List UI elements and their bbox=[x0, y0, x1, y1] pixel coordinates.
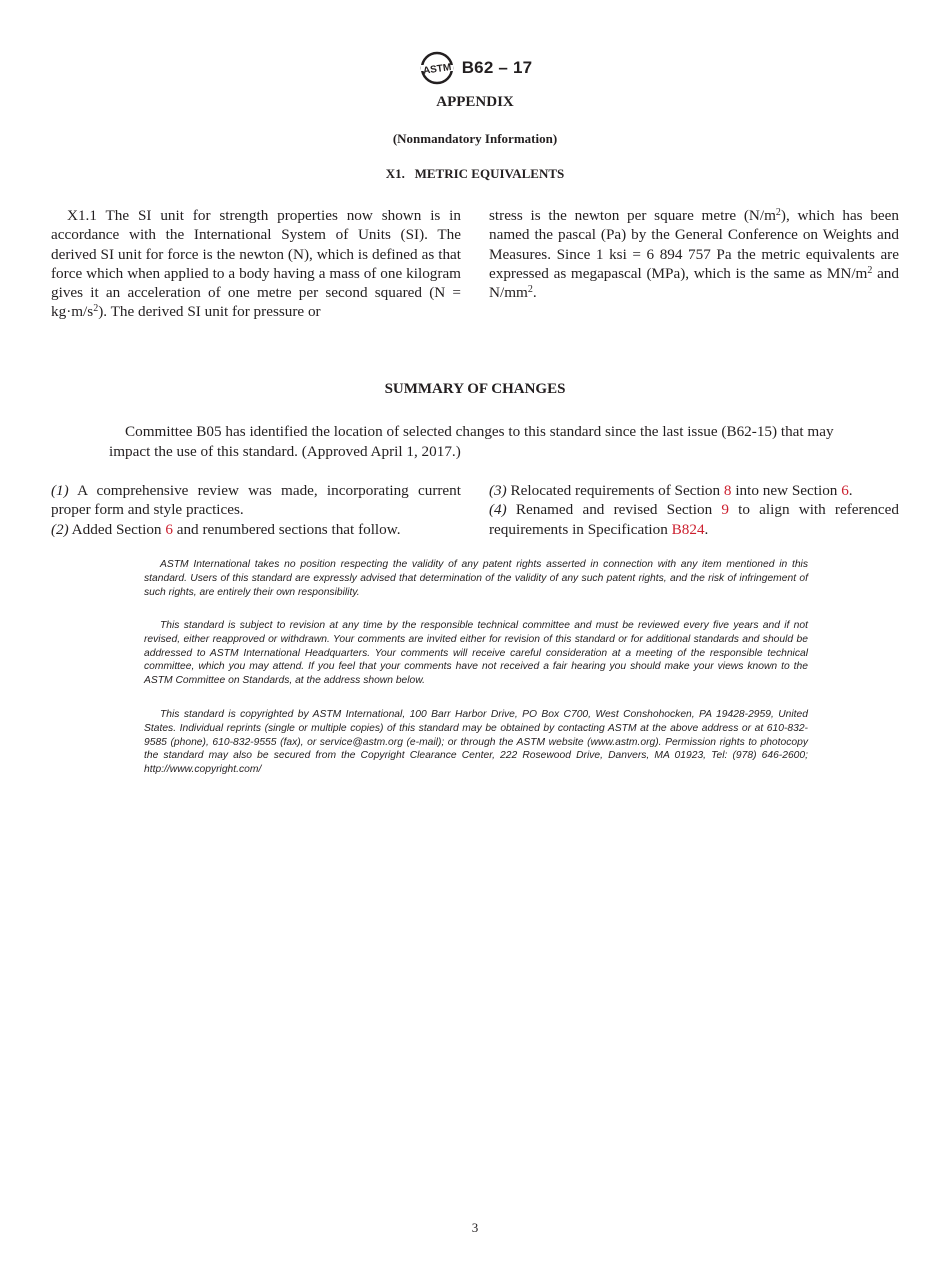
section-x1-title: X1. METRIC EQUIVALENTS bbox=[385, 166, 565, 181]
change-text: A comprehensive review was made, incorporating current proper form and style practices. bbox=[51, 482, 461, 519]
para-x11-part-e: . bbox=[532, 284, 537, 302]
section-6-link[interactable]: 6 bbox=[165, 520, 173, 538]
change-text: Added Section bbox=[68, 520, 166, 538]
change-item-1 bbox=[51, 481, 461, 520]
page-number: 3 bbox=[471, 1220, 479, 1235]
para-x11-col2 bbox=[489, 206, 899, 302]
logo-text: ASTM bbox=[422, 62, 452, 77]
summary-intro-text: Committee B05 has identified the location of selected changes to this standard since the last issue (B62-15) that may impact the use of this standard. (Approved April 1, 2017.) bbox=[109, 423, 834, 460]
change-text: and renumbered sections that follow. bbox=[172, 520, 401, 538]
summary-title: SUMMARY OF CHANGES bbox=[384, 381, 566, 397]
change-item-2 bbox=[51, 520, 461, 539]
change-text: Renamed and revised Section bbox=[506, 501, 722, 519]
summary-intro bbox=[109, 422, 841, 461]
changes-col1 bbox=[51, 481, 461, 539]
change-item-3 bbox=[489, 481, 899, 500]
page-header bbox=[0, 50, 950, 86]
superscript: 2 bbox=[93, 303, 99, 315]
change-text: Relocated requirements of Section bbox=[506, 482, 724, 499]
change-item-4 bbox=[489, 500, 899, 539]
changes-col2 bbox=[489, 481, 899, 539]
para-x11-part-b-start: ). The derived SI unit for pressure or bbox=[98, 303, 321, 321]
change-text: to align with referenced requirements in Specification bbox=[489, 501, 900, 538]
copyright-notice-text: This standard is copyrighted by ASTM International, 100 Barr Harbor Drive, PO Box C700, West Conshohocken, PA 19428-2959, United States. Individual reprints (single or multiple copies) of this standard may be obtained by contacting ASTM at the above address or at 610-832-9585 (phone), 610-832-9555 (fax), or service@astm.org (e-mail); or through the ASTM website (www.astm.org). Permission rights to photocopy the standard may also be secured from the Copyright Clearance Center, 222 Rosewood Drive, Danvers, MA 01923, Tel: (978) 646-2600; http://www.copyright.com/ bbox=[144, 709, 808, 776]
para-x11-part-c: ), which has been named the pascal (Pa) by the General Conference on Weights and Measures. Since 1 ksi = 6 894 757 Pa the metric equivalents are expressed as megapascal (MPa), which is the same as MN/m bbox=[489, 207, 899, 282]
revision-notice-text: This standard is subject to revision at any time by the responsible technical committee and must be reviewed every five years and if not revised, either reapproved or withdrawn. Your comments are invited either for revision of this standard or for additional standards and should be addressed to ASTM International Headquarters. Your comments will receive careful consideration at a meeting of the responsible technical committee, which you may attend. If you feel that your comments have not received a fair hearing you should make your views known to the ASTM Committee on Standards, at the address shown below. bbox=[144, 620, 808, 687]
section-8-link[interactable]: 8 bbox=[723, 482, 732, 499]
change-text: . bbox=[848, 482, 853, 499]
superscript: 2 bbox=[527, 284, 533, 296]
change-number: (1) bbox=[51, 482, 69, 499]
section-6-link[interactable]: 6 bbox=[841, 482, 849, 499]
astm-logo-icon bbox=[418, 50, 456, 86]
change-number: (4) bbox=[489, 501, 507, 519]
standard-designation: B62 – 17 bbox=[461, 58, 533, 77]
copyright-notice bbox=[144, 708, 808, 777]
section-9-link[interactable]: 9 bbox=[721, 501, 729, 519]
superscript: 2 bbox=[775, 207, 781, 218]
para-x11-col1 bbox=[51, 206, 461, 322]
para-x11-part-a: X1.1 The SI unit for strength properties now shown is in accordance with the International System of Units (SI). The derived SI unit for force is the newton (N), which is defined as that force which when applied to a body having a mass of one kilogram gives it an acceleration of one metre per second squared (N = kg·m/s bbox=[51, 207, 461, 321]
patent-notice bbox=[144, 558, 808, 599]
spec-b824-link[interactable]: B824 bbox=[671, 520, 705, 538]
change-text: into new Section bbox=[731, 482, 842, 499]
revision-notice bbox=[144, 619, 808, 688]
para-x11-part-d: and N/mm bbox=[489, 264, 899, 302]
para-x11-part-b-end: stress is the newton per square metre (N/m bbox=[489, 207, 776, 224]
appendix-subtitle: (Nonmandatory Information) bbox=[392, 131, 558, 146]
appendix-title: APPENDIX bbox=[436, 94, 514, 110]
superscript: 2 bbox=[867, 264, 873, 276]
patent-notice-text: ASTM International takes no position respecting the validity of any patent rights asserted in connection with any item mentioned in this standard. Users of this standard are expressly advised that determination of the validity of any such patent rights, and the risk of infringement of such rights, are entirely their own responsibility. bbox=[144, 559, 808, 598]
change-text: . bbox=[704, 520, 709, 538]
change-number: (3) bbox=[489, 482, 507, 499]
change-number: (2) bbox=[51, 520, 69, 538]
